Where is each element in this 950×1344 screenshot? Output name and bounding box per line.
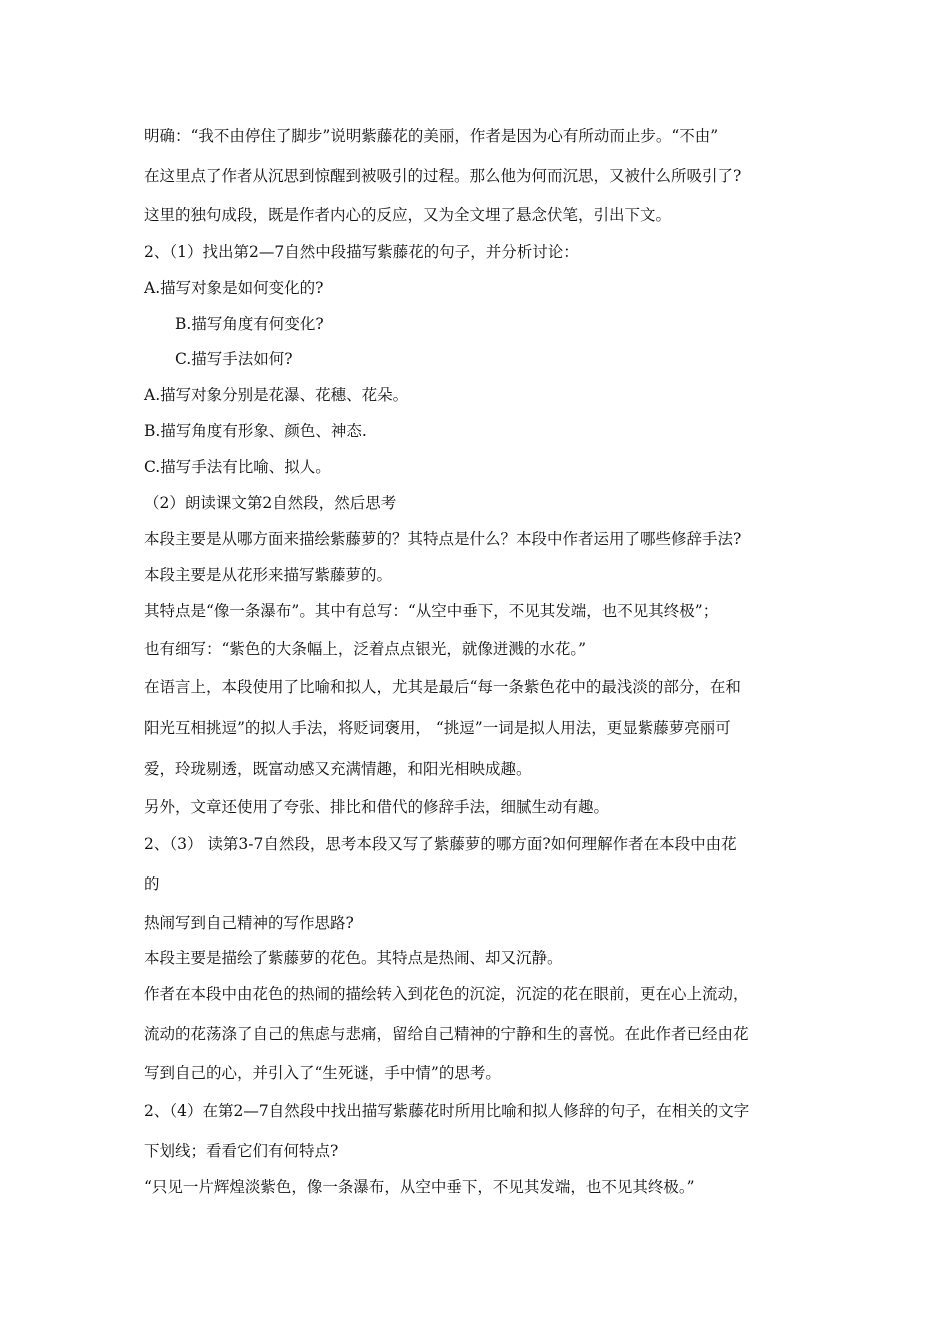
text-line: 另外，文章还使用了夸张、排比和借代的修辞手法，细腻生动有趣。 (144, 798, 610, 816)
text-line: 本段主要是从花形来描写紫藤萝的。 (144, 566, 393, 584)
answer-b: B.描写角度有形象、颜色、神态. (144, 422, 367, 440)
text-line: 爱，玲珑剔透，既富动感又充满情趣，和阳光相映成趣。 (144, 760, 532, 778)
text-line: 本段主要是描绘了紫藤萝的花色。其特点是热闹、却又沉静。 (144, 949, 563, 967)
text-line: 热闹写到自己精神的写作思路? (144, 914, 354, 932)
question-2-3: 2、（3） 读第3-7自然段，思考本段又写了紫藤萝的哪方面?如何理解作者在本段中由花 (144, 835, 737, 853)
text-line: 这里的独句成段，既是作者内心的反应，又为全文埋了悬念伏笔，引出下文。 (144, 206, 672, 224)
question-2-4: 2、（4）在第2—7自然段中找出描写紫藤花时所用比喻和拟人修辞的句子，在相关的文字 (144, 1102, 750, 1120)
text-line: 其特点是“像一条瀑布”。其中有总写：“从空中垂下，不见其发端，也不见其终极”； (144, 602, 719, 620)
sub-question-a: A.描写对象是如何变化的? (144, 279, 324, 297)
text-line: 也有细写：“紫色的大条幅上，泛着点点银光，就像迸溅的水花。” (144, 640, 587, 658)
sub-question-b: B.描写角度有何变化? (175, 315, 324, 333)
text-line: 作者在本段中由花色的热闹的描绘转入到花色的沉淀，沉淀的花在眼前，更在心上流动， (144, 985, 749, 1003)
text-line: 阳光互相挑逗”的拟人手法，将贬词褒用， “挑逗”一词是拟人用法，更显紫藤萝亮丽可 (144, 719, 731, 737)
sub-question-c: C.描写手法如何? (175, 350, 293, 368)
text-line: 写到自己的心，并引入了“生死谜，手中情”的思考。 (144, 1064, 501, 1082)
text-line: 在语言上，本段使用了比喻和拟人，尤其是最后“每一条紫色花中的最浅淡的部分，在和 (144, 678, 741, 696)
answer-c: C.描写手法有比喻、拟人。 (144, 458, 331, 476)
answer-a: A.描写对象分别是花瀑、花穗、花朵。 (144, 386, 409, 404)
question-2-1: 2、（1）找出第2—7自然中段描写紫藤花的句子，并分析讨论： (144, 243, 579, 261)
text-line: 下划线；看看它们有何特点? (144, 1142, 339, 1160)
text-line: 在这里点了作者从沉思到惊醒到被吸引的过程。那么他为何而沉思，又被什么所吸引了? (144, 167, 742, 185)
question-2-2: （2）朗读课文第2自然段，然后思考 (144, 494, 397, 512)
quote-line: “只见一片辉煌淡紫色，像一条瀑布，从空中垂下，不见其发端，也不见其终极。” (144, 1178, 695, 1196)
text-line-answer-intro: 明确：“我不由停住了脚步”说明紫藤花的美丽，作者是因为心有所动而止步。“不由” (144, 127, 719, 145)
text-line: 的 (144, 875, 160, 893)
text-line: 流动的花荡涤了自己的焦虑与悲痛，留给自己精神的宁静和生的喜悦。在此作者已经由花 (144, 1025, 749, 1043)
text-line: 本段主要是从哪方面来描绘紫藤萝的？其特点是什么？本段中作者运用了哪些修辞手法? (144, 530, 742, 548)
